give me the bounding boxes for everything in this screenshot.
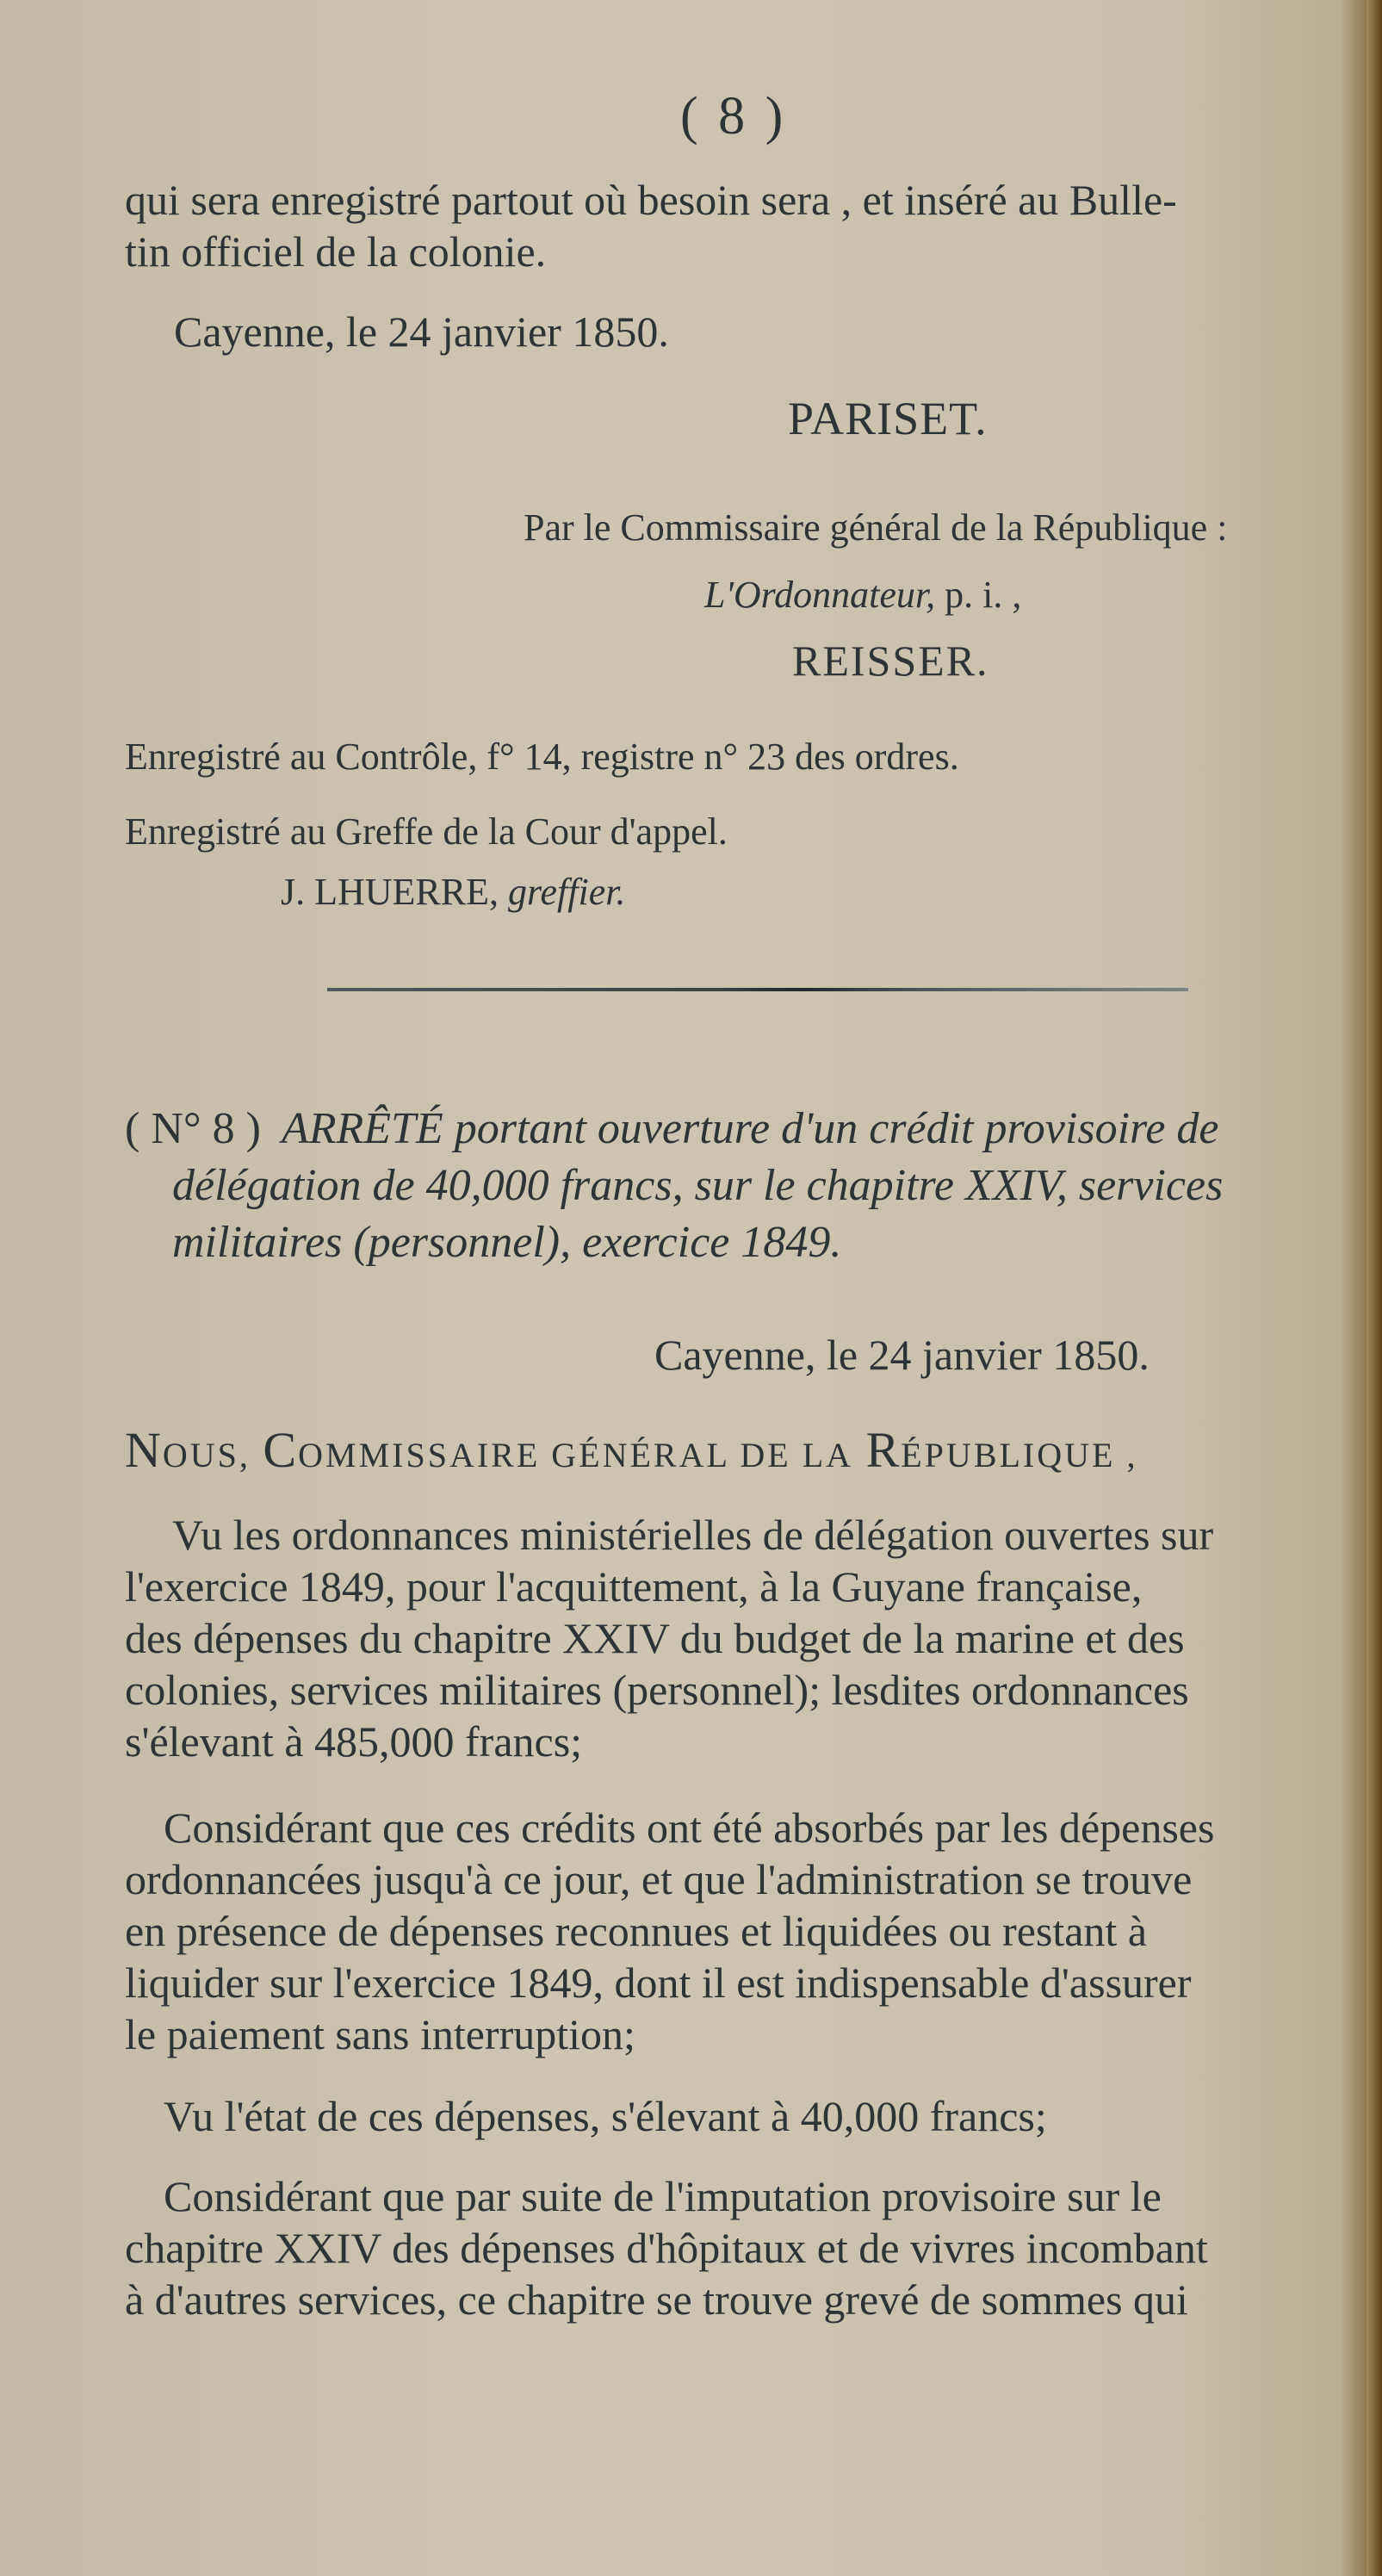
page-number: ( 8 )	[680, 87, 787, 146]
registration-greffe: Enregistré au Greffe de la Cour d'appel.	[125, 810, 728, 853]
by-line: Par le Commissaire général de la République :	[524, 506, 1228, 549]
decree-dateline: Cayenne, le 24 janvier 1850.	[654, 1331, 1150, 1379]
para1-line-1: Vu les ordonnances ministérielles de délégation ouvertes sur	[172, 1511, 1214, 1559]
para1-line-2: l'exercice 1849, pour l'acquittement, à la Guyane française,	[125, 1562, 1143, 1611]
para4-line-2: chapitre XXIV des dépenses d'hôpitaux et de vivres incombant	[125, 2224, 1208, 2272]
ordonnateur-suffix: p. i. ,	[945, 574, 1022, 616]
para3-line-1: Vu l'état de ces dépenses, s'élevant à 40,000 francs;	[164, 2092, 1047, 2140]
decree-title-line-1	[125, 1101, 1218, 1158]
registration-controle: Enregistré au Contrôle, f° 14, registre n° 23 des ordres.	[125, 736, 959, 778]
intro-line-1: qui sera enregistré partout où besoin sera , et inséré au Bulle-	[125, 176, 1177, 224]
para4-line-1: Considérant que par suite de l'imputation provisoire sur le	[164, 2172, 1162, 2220]
ordonnateur-title: L'Ordonnateur,	[704, 574, 936, 616]
para2-line-2: ordonnancées jusqu'à ce jour, et que l'administration se trouve	[125, 1855, 1193, 1903]
signature-reisser: REISSER.	[792, 636, 989, 685]
dateline-1: Cayenne, le 24 janvier 1850.	[174, 307, 669, 356]
para2-line-5: le paiement sans interruption;	[125, 2010, 635, 2058]
para1-line-4: colonies, services militaires (personnel); lesdites ordonnances	[125, 1666, 1189, 1714]
signature-pariset: PARISET.	[788, 393, 988, 444]
decree-title-text-1: ARRÊTÉ portant ouverture d'un crédit provisoire de	[281, 1104, 1219, 1153]
page-edge	[1367, 0, 1382, 2576]
para2-line-1: Considérant que ces crédits ont été absorbés par les dépenses	[164, 1803, 1215, 1852]
intro-line-2: tin officiel de la colonie.	[125, 227, 547, 276]
decree-title-line-3: militaires (personnel), exercice 1849.	[172, 1218, 842, 1267]
decree-authority: NOUS, COMMISSAIRE GÉNÉRAL DE LA RÉPUBLIQUE ,	[125, 1422, 1138, 1478]
clerk-line	[281, 870, 625, 914]
para1-line-3: des dépenses du chapitre XXIV du budget de la marine et des	[125, 1614, 1185, 1662]
para1-line-5: s'élevant à 485,000 francs;	[125, 1717, 583, 1766]
section-divider	[327, 988, 1188, 991]
ordonnateur-line	[704, 573, 1021, 617]
para4-line-3: à d'autres services, ce chapitre se trouve grevé de sommes qui	[125, 2275, 1188, 2324]
clerk-title: greffier.	[508, 871, 626, 913]
para2-line-4: liquider sur l'exercice 1849, dont il est indispensable d'assurer	[125, 1958, 1192, 2007]
para2-line-3: en présence de dépenses reconnues et liquidées ou restant à	[125, 1907, 1148, 1955]
clerk-name: J. LHUERRE,	[281, 871, 499, 913]
decree-title-line-2: délégation de 40,000 francs, sur le chapitre XXIV, services	[172, 1161, 1224, 1210]
decree-number: ( N° 8 )	[125, 1104, 261, 1153]
